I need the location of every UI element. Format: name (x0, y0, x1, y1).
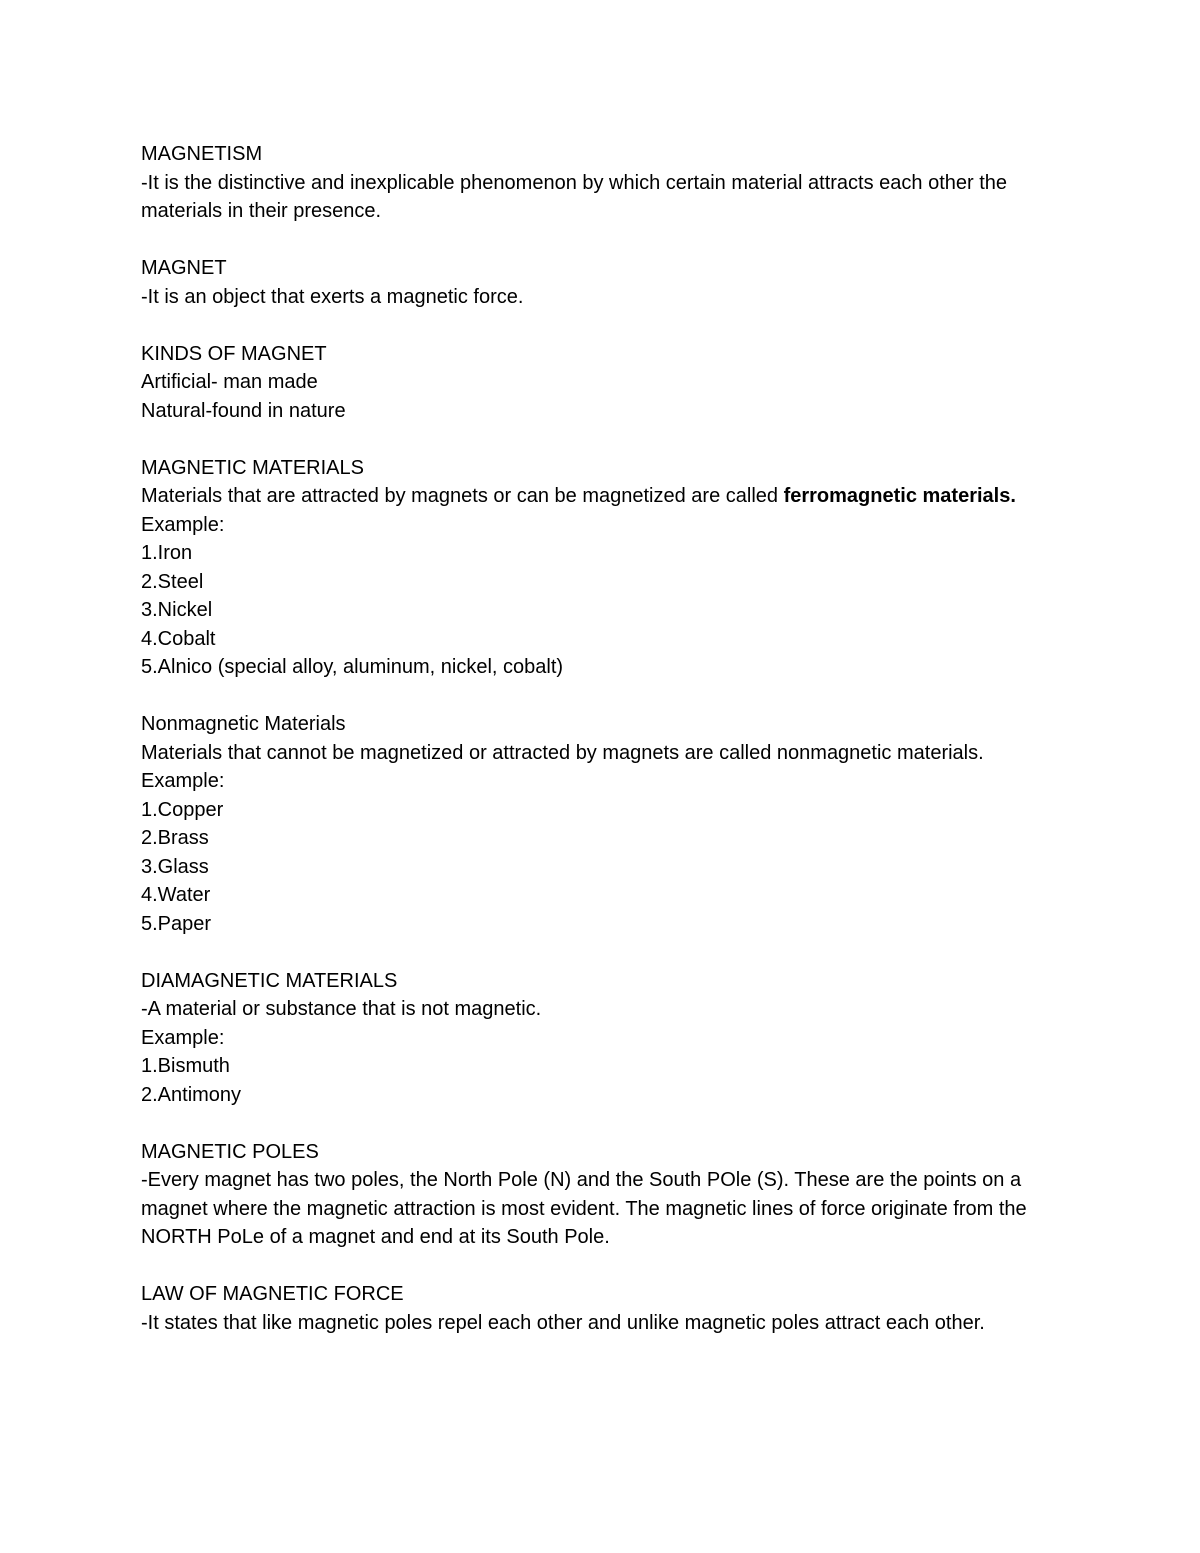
magnetic-materials-heading: MAGNETIC MATERIALS (141, 456, 364, 479)
nonmagnetic-material-item: 5.Paper (141, 912, 212, 935)
spacer (141, 1252, 1061, 1281)
kinds-of-magnet-heading: KINDS OF MAGNET (141, 342, 327, 365)
kinds-of-magnet-item: Natural-found in nature (141, 399, 346, 422)
diamagnetic-materials-definition: -A material or substance that is not magnetic. (141, 998, 542, 1020)
diamagnetic-materials-example-label: Example: (141, 1026, 225, 1049)
magnetic-poles-heading: MAGNETIC POLES (141, 1140, 319, 1163)
nonmagnetic-material-item: 2.Brass (141, 827, 209, 849)
spacer (141, 938, 1061, 967)
ferromagnetic-term: ferromagnetic materials. (783, 485, 1016, 507)
spacer (141, 682, 1061, 711)
nonmagnetic-material-item: 4.Water (141, 884, 211, 906)
magnetic-materials-definition (141, 482, 1061, 511)
magnetic-material-item: 2.Steel (141, 570, 204, 593)
spacer (141, 311, 1061, 340)
diamagnetic-materials-heading: DIAMAGNETIC MATERIALS (141, 969, 398, 992)
magnetic-material-item: 4.Cobalt (141, 627, 216, 650)
magnet-definition: -It is an object that exerts a magnetic force. (141, 285, 524, 308)
spacer (141, 425, 1061, 454)
law-of-magnetic-force-heading: LAW OF MAGNETIC FORCE (141, 1283, 404, 1305)
diamagnetic-material-item: 1.Bismuth (141, 1055, 230, 1077)
nonmagnetic-materials-heading: Nonmagnetic Materials (141, 713, 346, 735)
spacer (141, 226, 1061, 255)
spacer (141, 1109, 1061, 1138)
magnetic-material-item: 1.Iron (141, 542, 193, 564)
magnetic-poles-definition: -Every magnet has two poles, the North Pole (N) and the South POle (S). These are the points on a magnet where the magnetic attraction is most evident. The magnetic lines of force originate from the NORTH PoLe of a magnet and end at its South Pole. (141, 1169, 1027, 1248)
magnetic-materials-definition-text: Materials that are attracted by magnets or can be magnetized are called (141, 485, 784, 507)
diamagnetic-material-item: 2.Antimony (141, 1083, 242, 1106)
nonmagnetic-materials-definition: Materials that cannot be magnetized or attracted by magnets are called nonmagnetic materials. (141, 741, 984, 764)
magnet-heading: MAGNET (141, 257, 227, 279)
magnetic-material-item: 3.Nickel (141, 599, 213, 621)
magnetic-materials-example-label: Example: (141, 513, 225, 536)
magnetic-material-item: 5.Alnico (special alloy, aluminum, nickel, cobalt) (141, 656, 564, 678)
nonmagnetic-materials-example-label: Example: (141, 770, 225, 792)
law-of-magnetic-force-definition: -It states that like magnetic poles repel each other and unlike magnetic poles attract each other. (141, 1311, 985, 1334)
magnetism-heading: MAGNETISM (141, 143, 263, 165)
nonmagnetic-material-item: 1.Copper (141, 798, 224, 821)
nonmagnetic-material-item: 3.Glass (141, 855, 209, 878)
kinds-of-magnet-item: Artificial- man made (141, 371, 318, 393)
magnetism-definition: -It is the distinctive and inexplicable phenomenon by which certain material attracts each other the materials in their presence. (141, 171, 1008, 222)
document-page (141, 140, 1061, 1337)
